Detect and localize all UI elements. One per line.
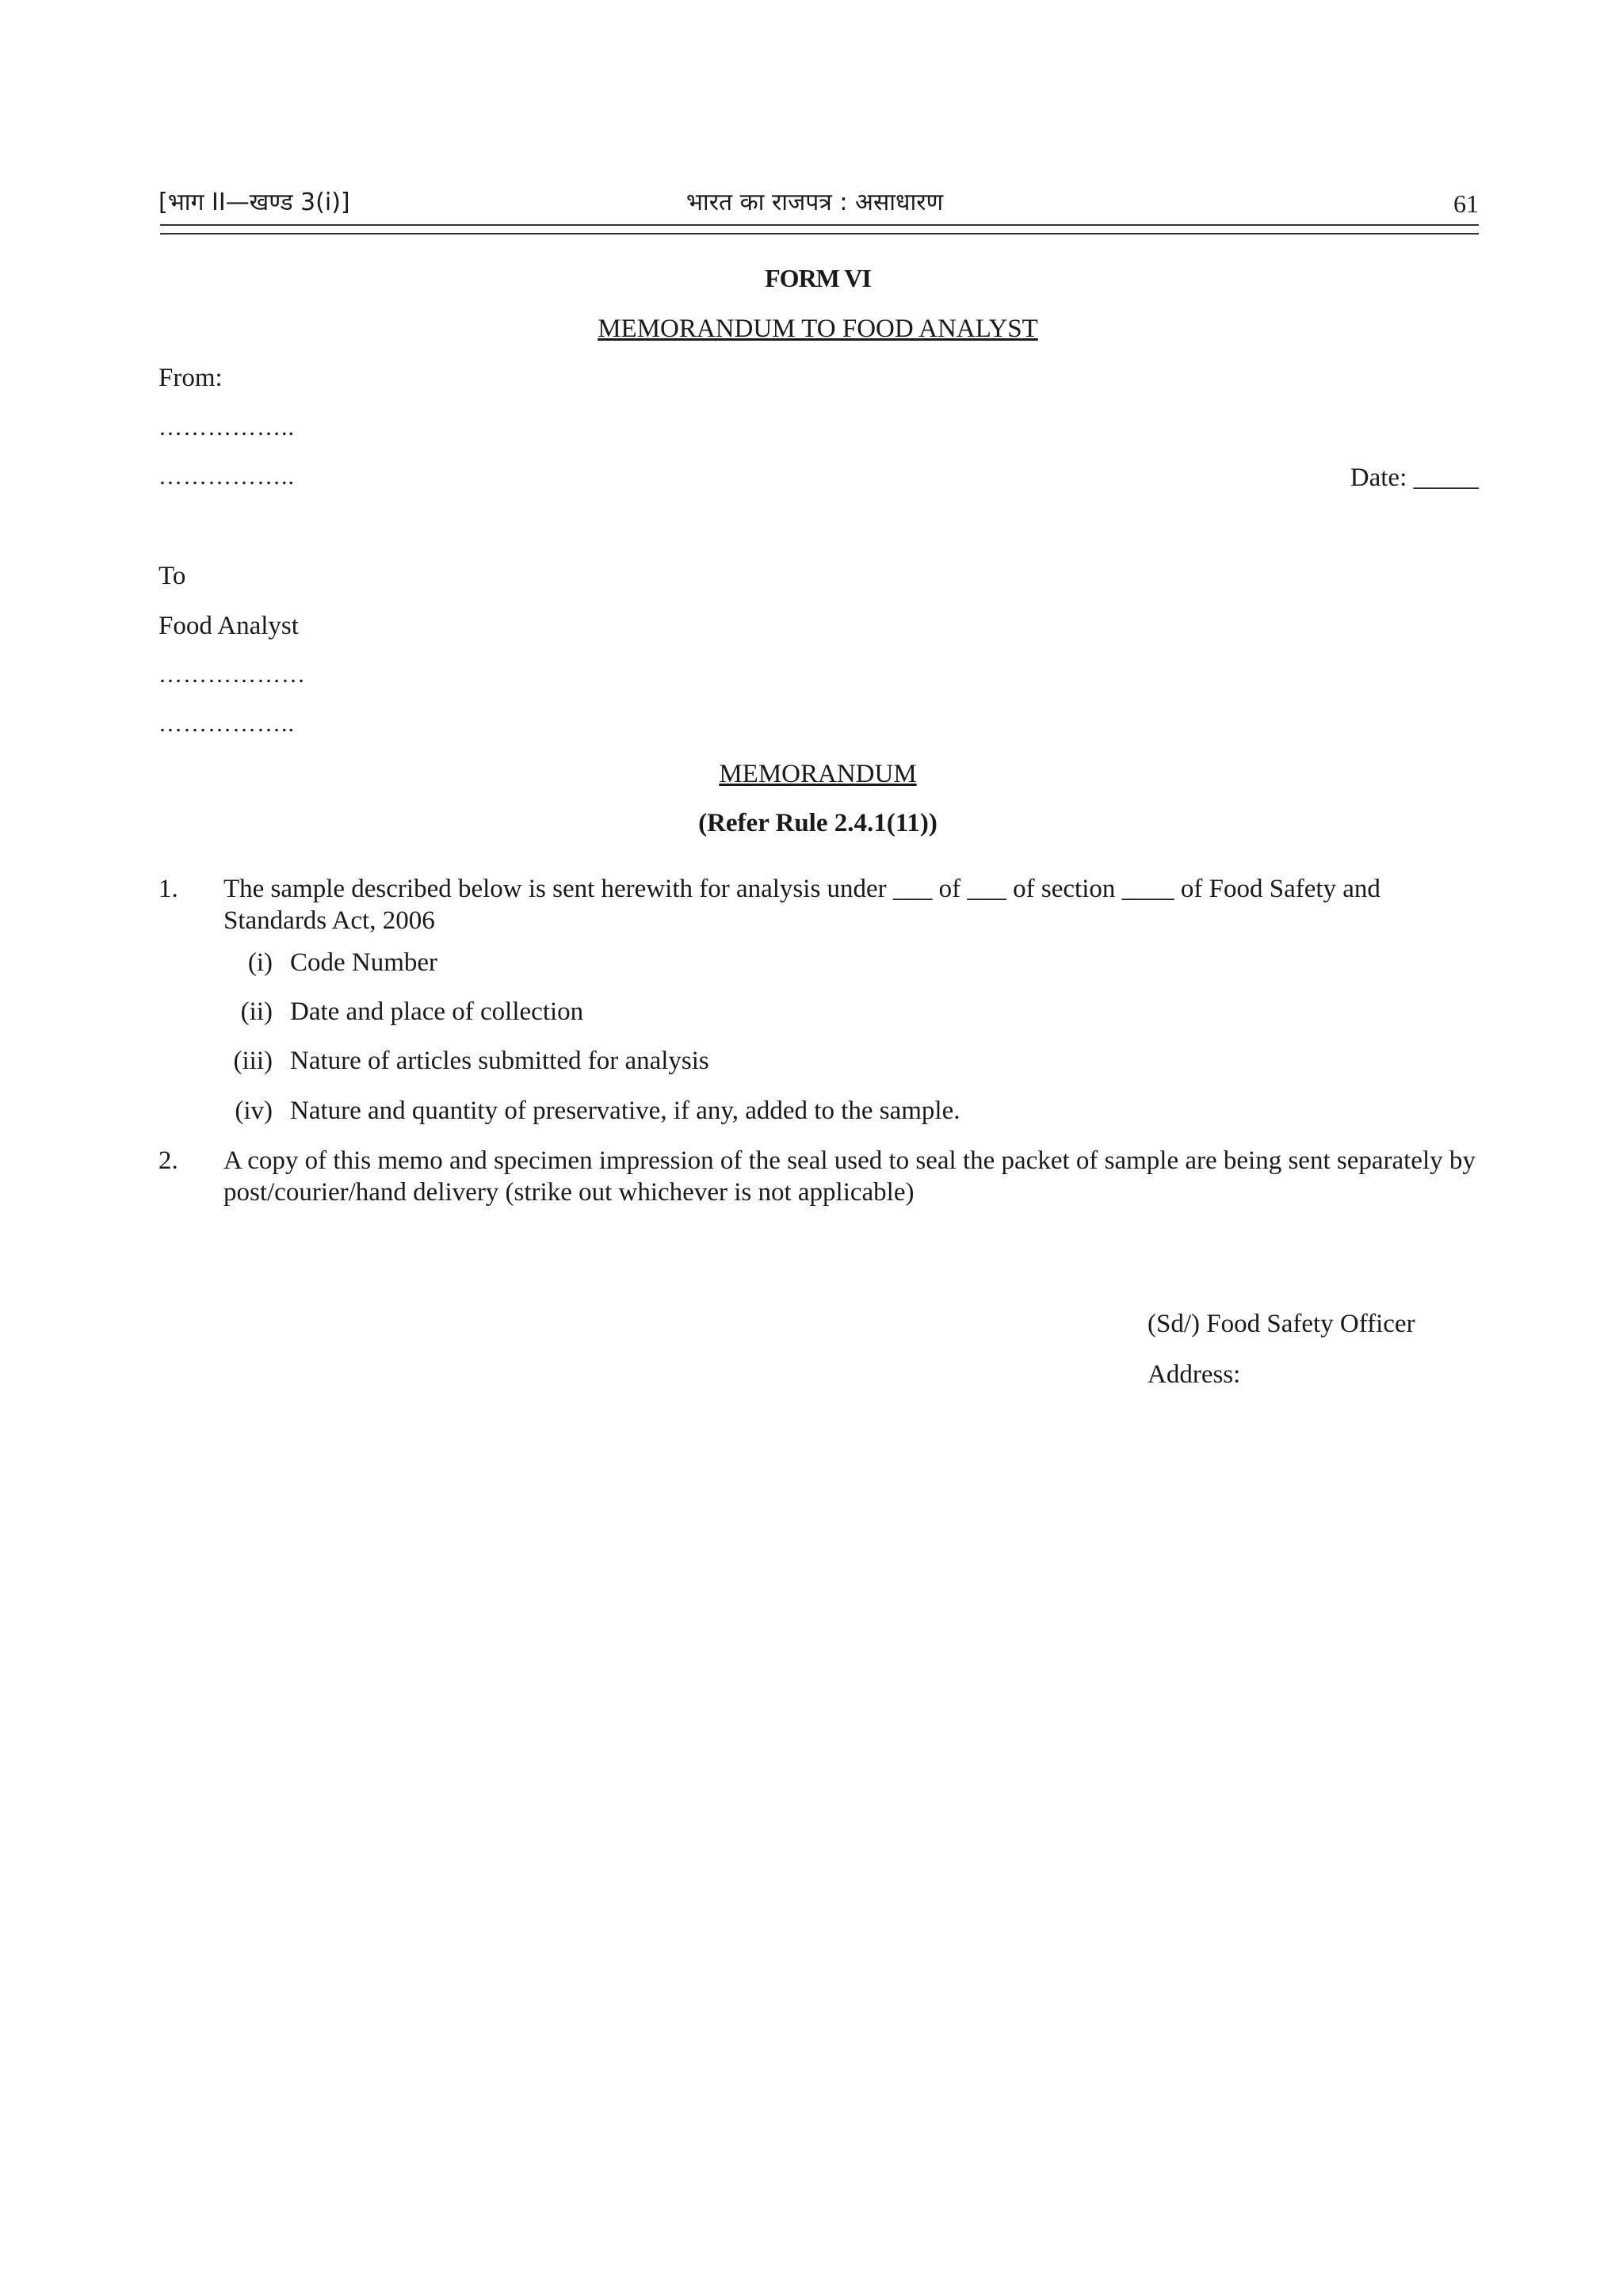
from-line: …………….. — [158, 414, 295, 441]
sub-item-text: Date and place of collection — [290, 997, 584, 1026]
from-label: From: — [158, 364, 223, 392]
address-label: Address: — [1148, 1360, 1241, 1389]
from-line: …………….. — [158, 463, 295, 490]
date-field: Date: _____ — [1350, 463, 1479, 492]
addressee-name: Food Analyst — [158, 612, 299, 640]
form-number: FORM VI — [765, 264, 871, 292]
signatory: (Sd/) Food Safety Officer — [1148, 1310, 1415, 1338]
part-section-label: [भाग II—खण्ड 3(i)] — [158, 189, 350, 216]
item-number: 1. — [158, 875, 178, 903]
sub-item-text: Nature and quantity of preservative, if any, added to the sample. — [290, 1097, 960, 1125]
to-label: To — [158, 562, 186, 590]
item-text: A copy of this memo and specimen impression of the seal used to seal the packet of sample are being sent separately by post/courier/hand delivery (strike out whichever is not applicable) — [223, 1146, 1476, 1207]
to-line: ……………… — [158, 662, 306, 688]
gazette-title: भारत का राजपत्र : असाधारण — [685, 189, 944, 216]
page-number: 61 — [1453, 189, 1479, 218]
sub-item-number: (ii) — [240, 997, 273, 1026]
header-rule-bottom — [160, 233, 1479, 235]
item-text: The sample described below is sent herewith for analysis under ___ of ___ of section ____ of Food Safety and Standards Act, 2006 — [223, 875, 1381, 935]
item-number: 2. — [158, 1146, 178, 1175]
rule-reference: (Refer Rule 2.4.1(11)) — [698, 809, 938, 837]
sub-item-number: (iv) — [235, 1097, 273, 1125]
sub-item-text: Nature of articles submitted for analysis — [290, 1047, 709, 1075]
to-line: …………….. — [158, 711, 295, 737]
header-rule-top — [160, 224, 1479, 226]
sub-item-number: (i) — [247, 948, 273, 977]
memorandum-title: MEMORANDUM — [719, 760, 917, 788]
sub-item-number: (iii) — [233, 1047, 273, 1075]
sub-item-text: Code Number — [290, 948, 438, 977]
form-title: MEMORANDUM TO FOOD ANALYST — [598, 315, 1038, 343]
